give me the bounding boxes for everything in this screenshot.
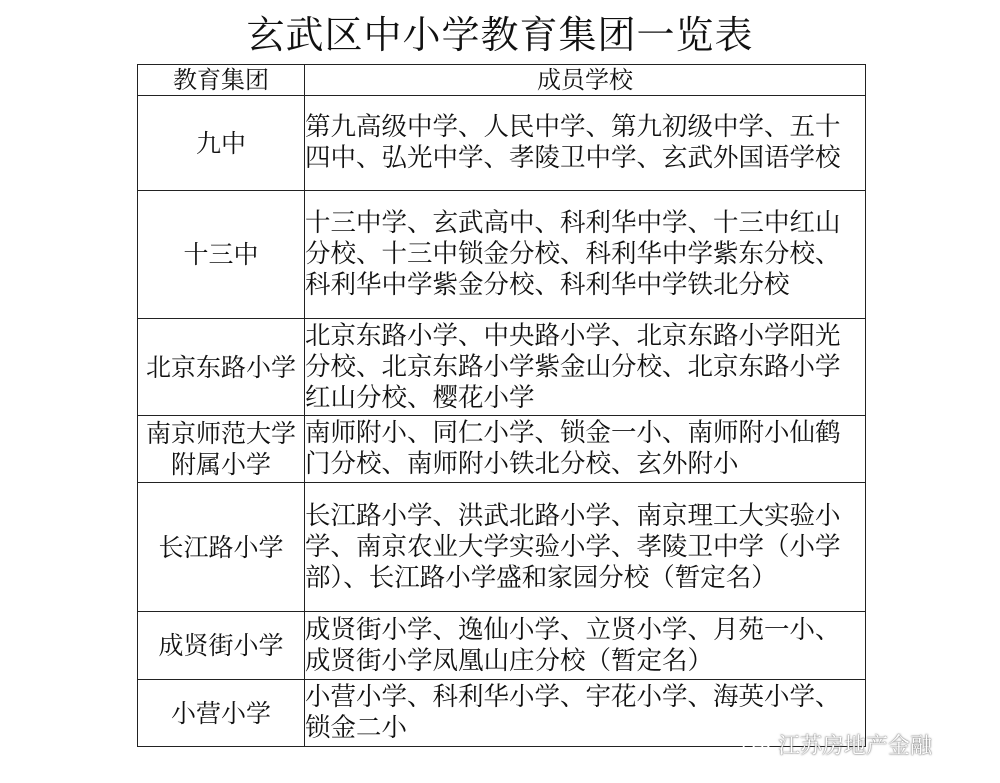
group-name-cell: 十三中 [138,191,305,319]
table-row [138,319,866,416]
group-name-cell: 北京东路小学 [138,319,305,416]
group-name-cell: 九中 [138,96,305,191]
page-title: 玄武区中小学教育集团一览表 [246,13,754,57]
wechat-icon [742,735,772,759]
watermark [742,734,932,760]
table-row [138,191,866,319]
table-row [138,416,866,483]
group-name-cell: 南京师范大学附属小学 [138,416,305,483]
member-schools-cell: 北京东路小学、中央路小学、北京东路小学阳光分校、北京东路小学紫金山分校、北京东路小学红山分校、樱花小学 [305,319,866,416]
watermark-text: 江苏房地产金融 [778,734,933,759]
header-members: 成员学校 [305,65,866,96]
member-schools-cell: 成贤街小学、逸仙小学、立贤小学、月苑一小、成贤街小学凤凰山庄分校（暂定名） [305,612,866,680]
table-row [138,612,866,680]
header-group: 教育集团 [138,65,305,96]
table-row [138,96,866,191]
table-row [138,483,866,612]
member-schools-cell: 南师附小、同仁小学、锁金一小、南师附小仙鹤门分校、南师附小铁北分校、玄外附小 [305,416,866,483]
table-header-row [138,65,866,96]
member-schools-cell: 第九高级中学、人民中学、第九初级中学、五十四中、弘光中学、孝陵卫中学、玄武外国语学校 [305,96,866,191]
group-name-cell: 长江路小学 [138,483,305,612]
member-schools-cell: 十三中学、玄武高中、科利华中学、十三中红山分校、十三中锁金分校、科利华中学紫东分校、科利华中学紫金分校、科利华中学铁北分校 [305,191,866,319]
member-schools-cell: 小营小学、科利华小学、宇花小学、海英小学、锁金二小 [305,680,866,747]
education-groups-table [137,64,866,747]
member-schools-cell: 长江路小学、洪武北路小学、南京理工大实验小学、南京农业大学实验小学、孝陵卫中学（小学部）、长江路小学盛和家园分校（暂定名） [305,483,866,612]
group-name-cell: 成贤街小学 [138,612,305,680]
group-name-cell: 小营小学 [138,680,305,747]
